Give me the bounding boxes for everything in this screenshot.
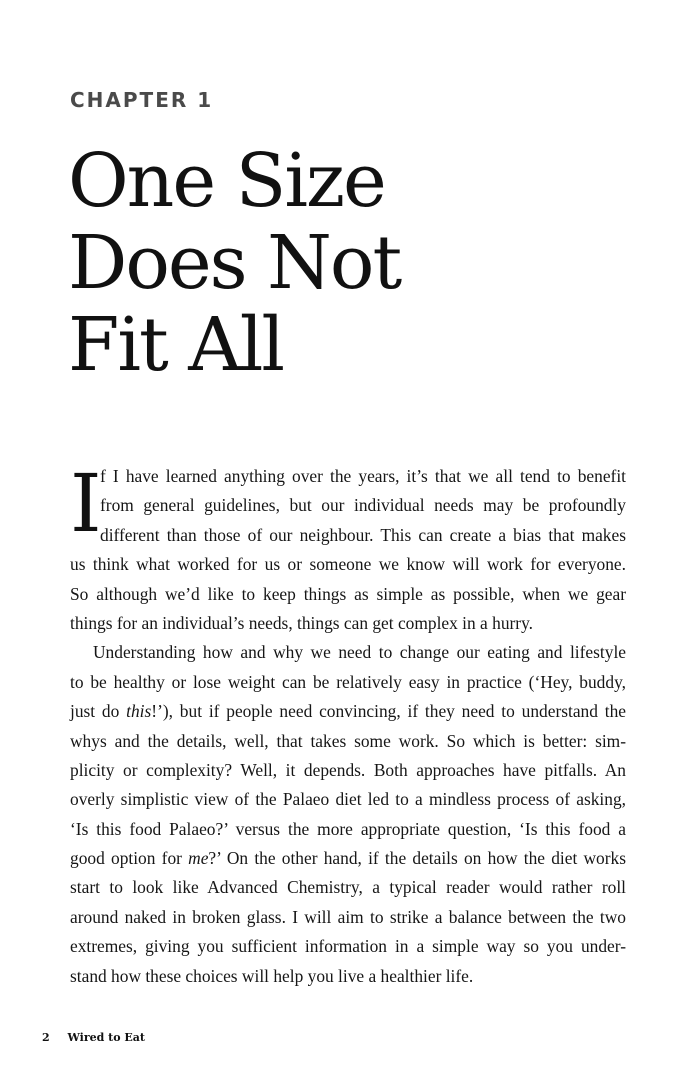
text-line: to be healthy or lose weight can be relatively easy in practice (‘Hey, buddy, bbox=[70, 671, 626, 692]
running-title: Wired to Eat bbox=[67, 1031, 145, 1044]
text-segment: good option for bbox=[70, 848, 189, 869]
text-line: start to look like Advanced Chemistry, a typical reader would rather roll bbox=[70, 877, 626, 898]
text-line: different than those of our neighbour. This can create a bias that makes bbox=[100, 524, 626, 545]
text-line: Understanding how and why we need to change our eating and lifestyle bbox=[93, 642, 626, 663]
page-number: 2 bbox=[42, 1031, 50, 1044]
text-segment: !’), but if people need convincing, if they need to understand the bbox=[151, 701, 626, 722]
text-segment: ?’ On the other hand, if the details on how the diet works bbox=[208, 848, 626, 869]
text-line: us think what worked for us or someone we know will work for everyone. bbox=[70, 554, 626, 575]
drop-cap: I bbox=[70, 457, 102, 550]
text-line: So although we’d like to keep things as simple as possible, when we gear bbox=[70, 583, 626, 604]
chapter-label: CHAPTER 1 bbox=[70, 88, 214, 112]
text-line: extremes, giving you sufficient information in a simple way so you under- bbox=[70, 936, 626, 957]
chapter-title bbox=[68, 140, 668, 386]
text-line: whys and the details, well, that takes some work. So which is better: sim- bbox=[70, 730, 626, 751]
text-segment: just do bbox=[70, 701, 127, 722]
text-line: stand how these choices will help you live a healthier life. bbox=[70, 965, 474, 986]
emphasis-text: this bbox=[126, 701, 152, 722]
emphasis-text: me bbox=[188, 848, 209, 869]
chapter-title-line: One Size bbox=[68, 138, 385, 224]
text-line bbox=[70, 697, 626, 726]
chapter-title-line: Does Not bbox=[68, 220, 401, 306]
text-line: plicity or complexity? Well, it depends. Both approaches have pitfalls. An bbox=[70, 759, 626, 780]
page-footer bbox=[42, 1031, 145, 1044]
text-line: f I have learned anything over the years, it’s that we all tend to benefit bbox=[100, 466, 626, 486]
body-text bbox=[70, 457, 626, 991]
chapter-title-line: Fit All bbox=[68, 302, 284, 388]
text-line: ‘Is this food Palaeo?’ versus the more appropriate question, ‘Is this food a bbox=[70, 818, 626, 839]
text-line: from general guidelines, but our individual needs may be profoundly bbox=[100, 495, 626, 516]
text-line: things for an individual’s needs, things can get complex in a hurry. bbox=[70, 612, 534, 633]
text-line: around naked in broken glass. I will aim to strike a balance between the two bbox=[70, 906, 626, 927]
text-line bbox=[70, 844, 626, 873]
text-line: overly simplistic view of the Palaeo diet led to a mindless process of asking, bbox=[70, 789, 626, 810]
